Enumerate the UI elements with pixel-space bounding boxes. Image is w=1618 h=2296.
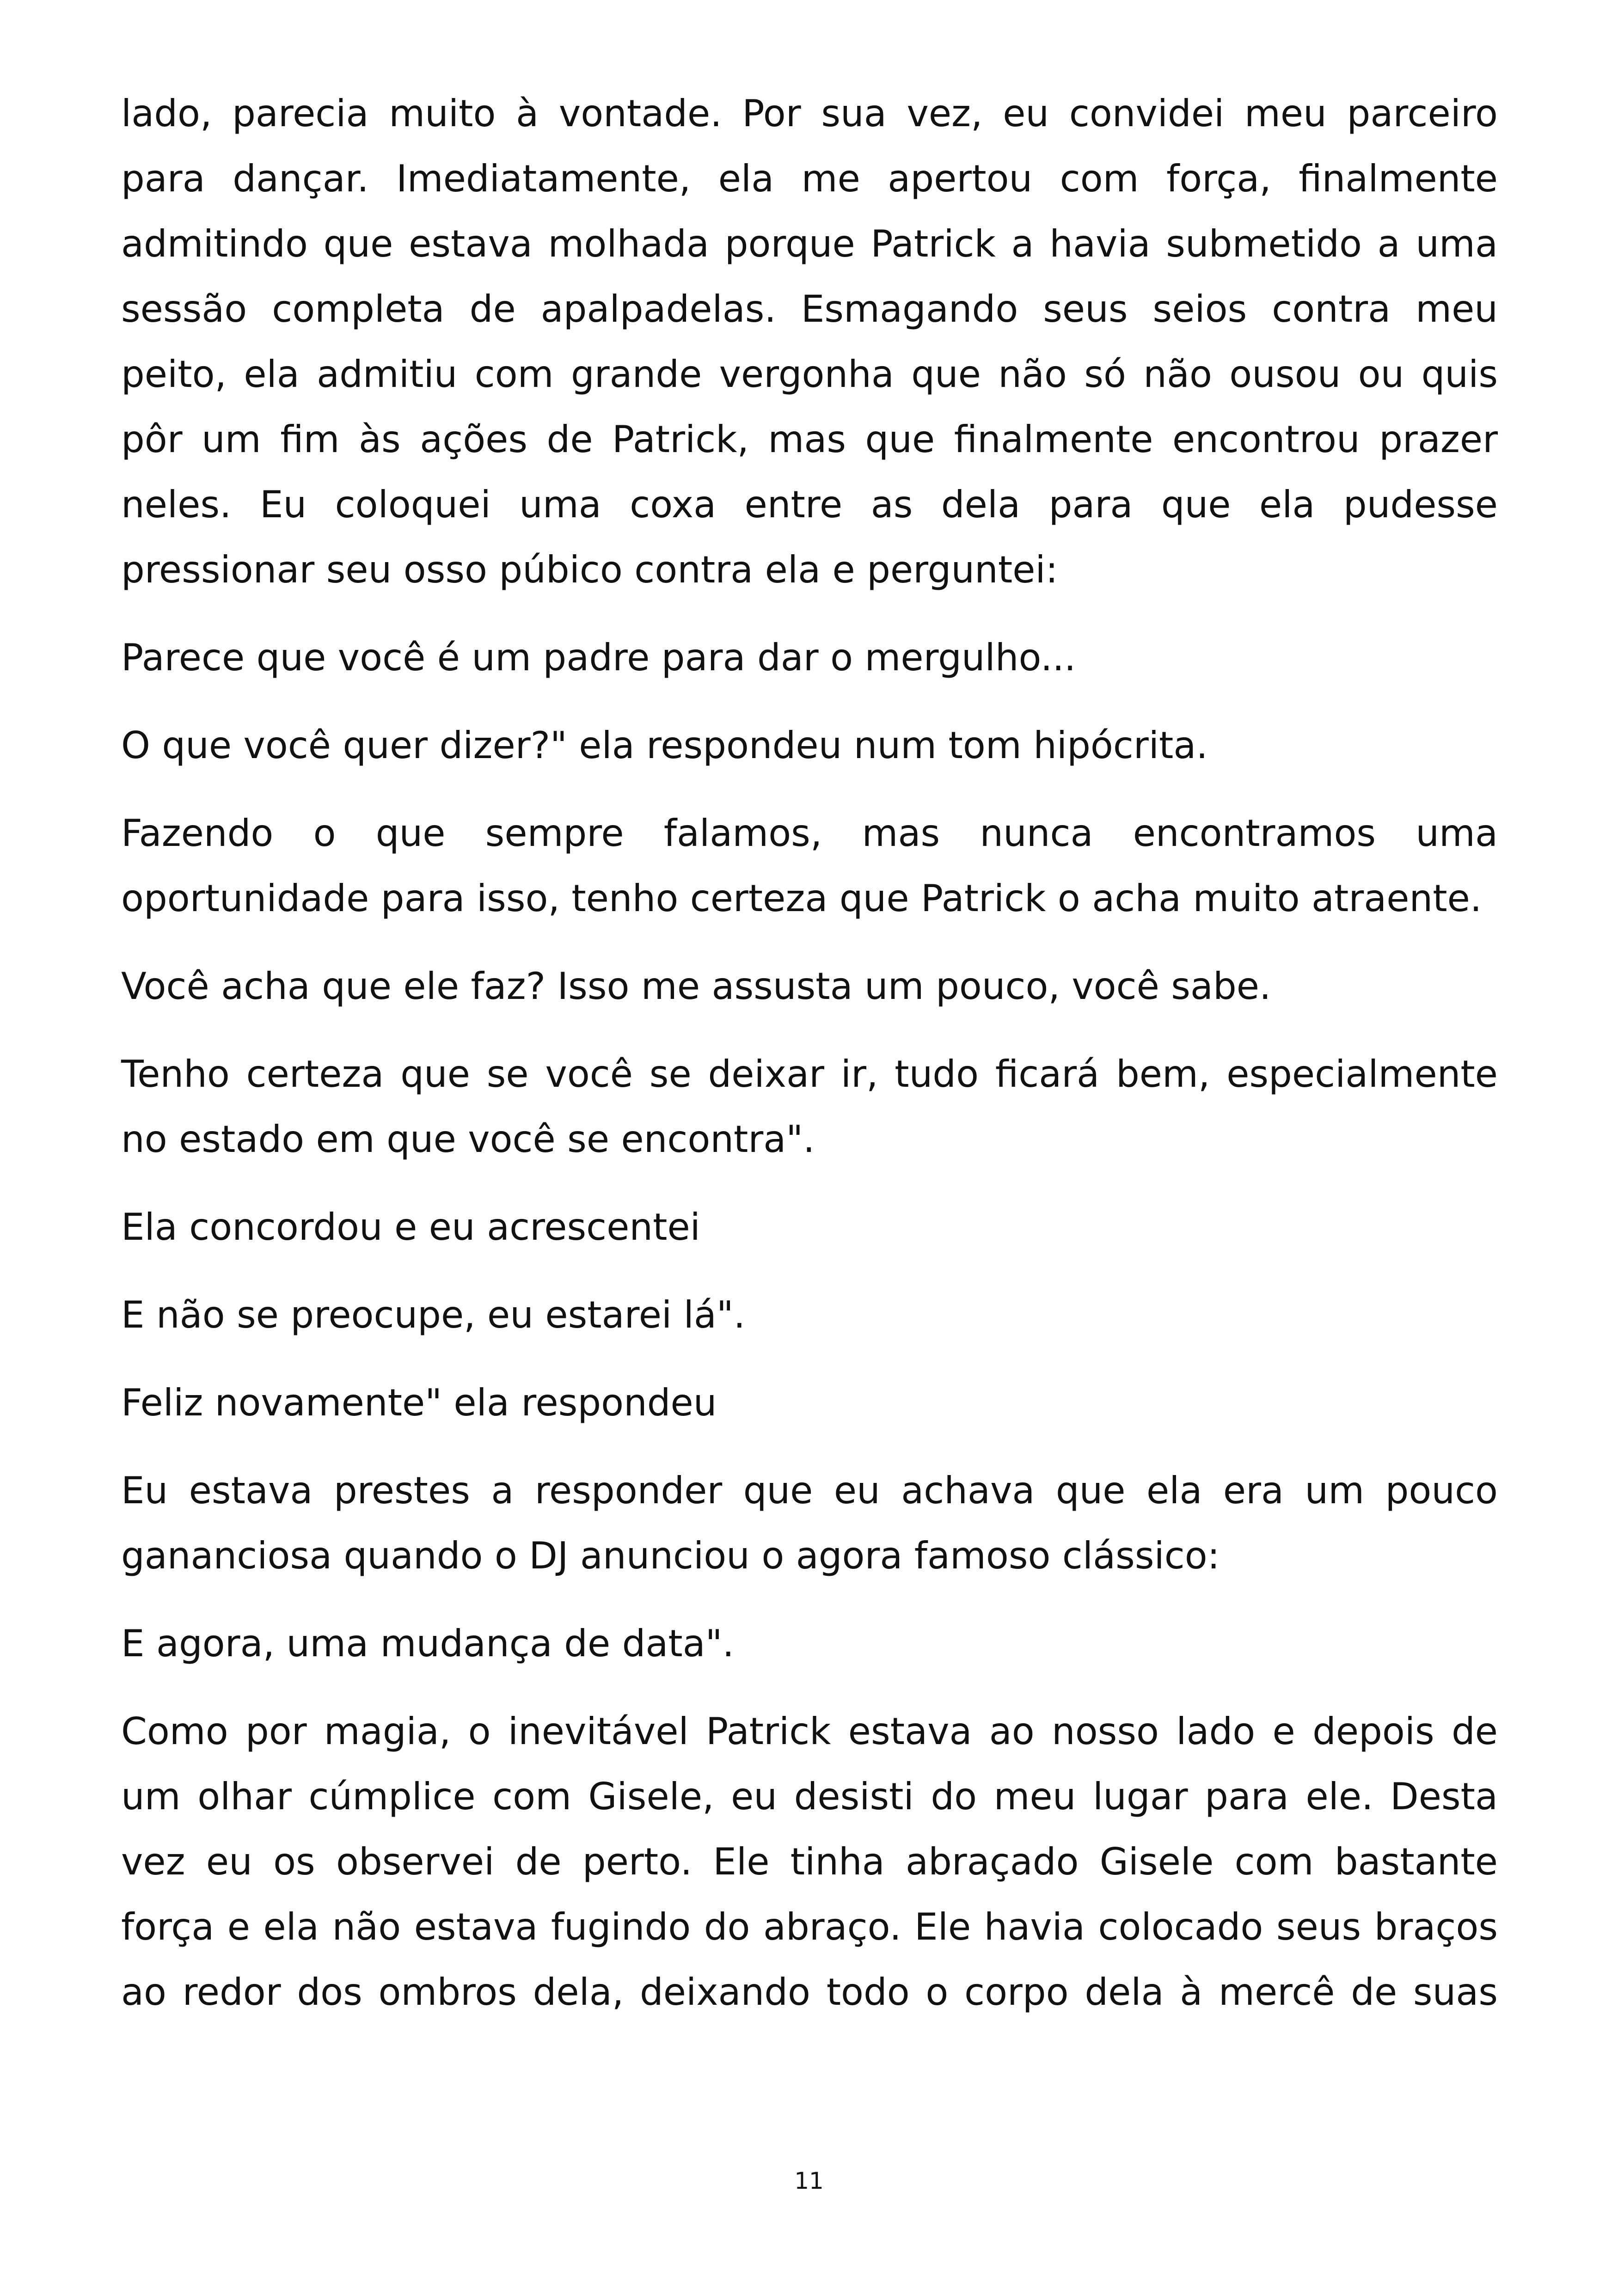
paragraph-3: O que você quer dizer?" ela respondeu num tom hipócrita. (121, 724, 1208, 767)
paragraph-2: Parece que você é um padre para dar o mergulho... (121, 636, 1076, 679)
paragraph-6: Tenho certeza que se você se deixar ir, tudo ficará bem, especialmente no estado em que você se encontra". (121, 1053, 1498, 1161)
paragraph-12: Como por magia, o inevitável Patrick estava ao nosso lado e depois de um olhar cúmplice com Gisele, eu desisti do meu lugar para ele. Desta vez eu os observei de perto. Ele tinha abraçado Gisele com bastante força e ela não estava fugindo do abraço. Ele havia colocado seus braços ao redor dos ombros dela, deixando todo o corpo dela à mercê de suas (121, 1710, 1498, 2014)
paragraph-1: lado, parecia muito à vontade. Por sua vez, eu convidei meu parceiro para dançar. Imediatamente, ela me apertou com força, finalmente admitindo que estava molhada porque Patrick a havia submetido a uma sessão completa de apalpadelas. Esmagando seus seios contra meu peito, ela admitiu com grande vergonha que não só não ousou ou quis pôr um fim às ações de Patrick, mas que finalmente encontrou prazer neles. Eu coloquei uma coxa entre as dela para que ela pudesse pressionar seu osso púbico contra ela e perguntei: (121, 92, 1498, 591)
paragraph-9: Feliz novamente" ela respondeu (121, 1381, 717, 1424)
paragraph-11: E agora, uma mudança de data". (121, 1622, 735, 1665)
paragraph-4: Fazendo o que sempre falamos, mas nunca encontramos uma oportunidade para isso, tenho certeza que Patrick o acha muito atraente. (121, 812, 1498, 920)
page-number: 11 (794, 2167, 824, 2194)
paragraph-10: Eu estava prestes a responder que eu achava que ela era um pouco gananciosa quando o DJ anunciou o agora famoso clássico: (121, 1469, 1498, 1577)
paragraph-7: Ela concordou e eu acrescentei (121, 1206, 700, 1249)
body-text (121, 81, 1498, 2047)
paragraph-5: Você acha que ele faz? Isso me assusta um pouco, você sabe. (121, 965, 1271, 1008)
paragraph-8: E não se preocupe, eu estarei lá". (121, 1293, 746, 1336)
